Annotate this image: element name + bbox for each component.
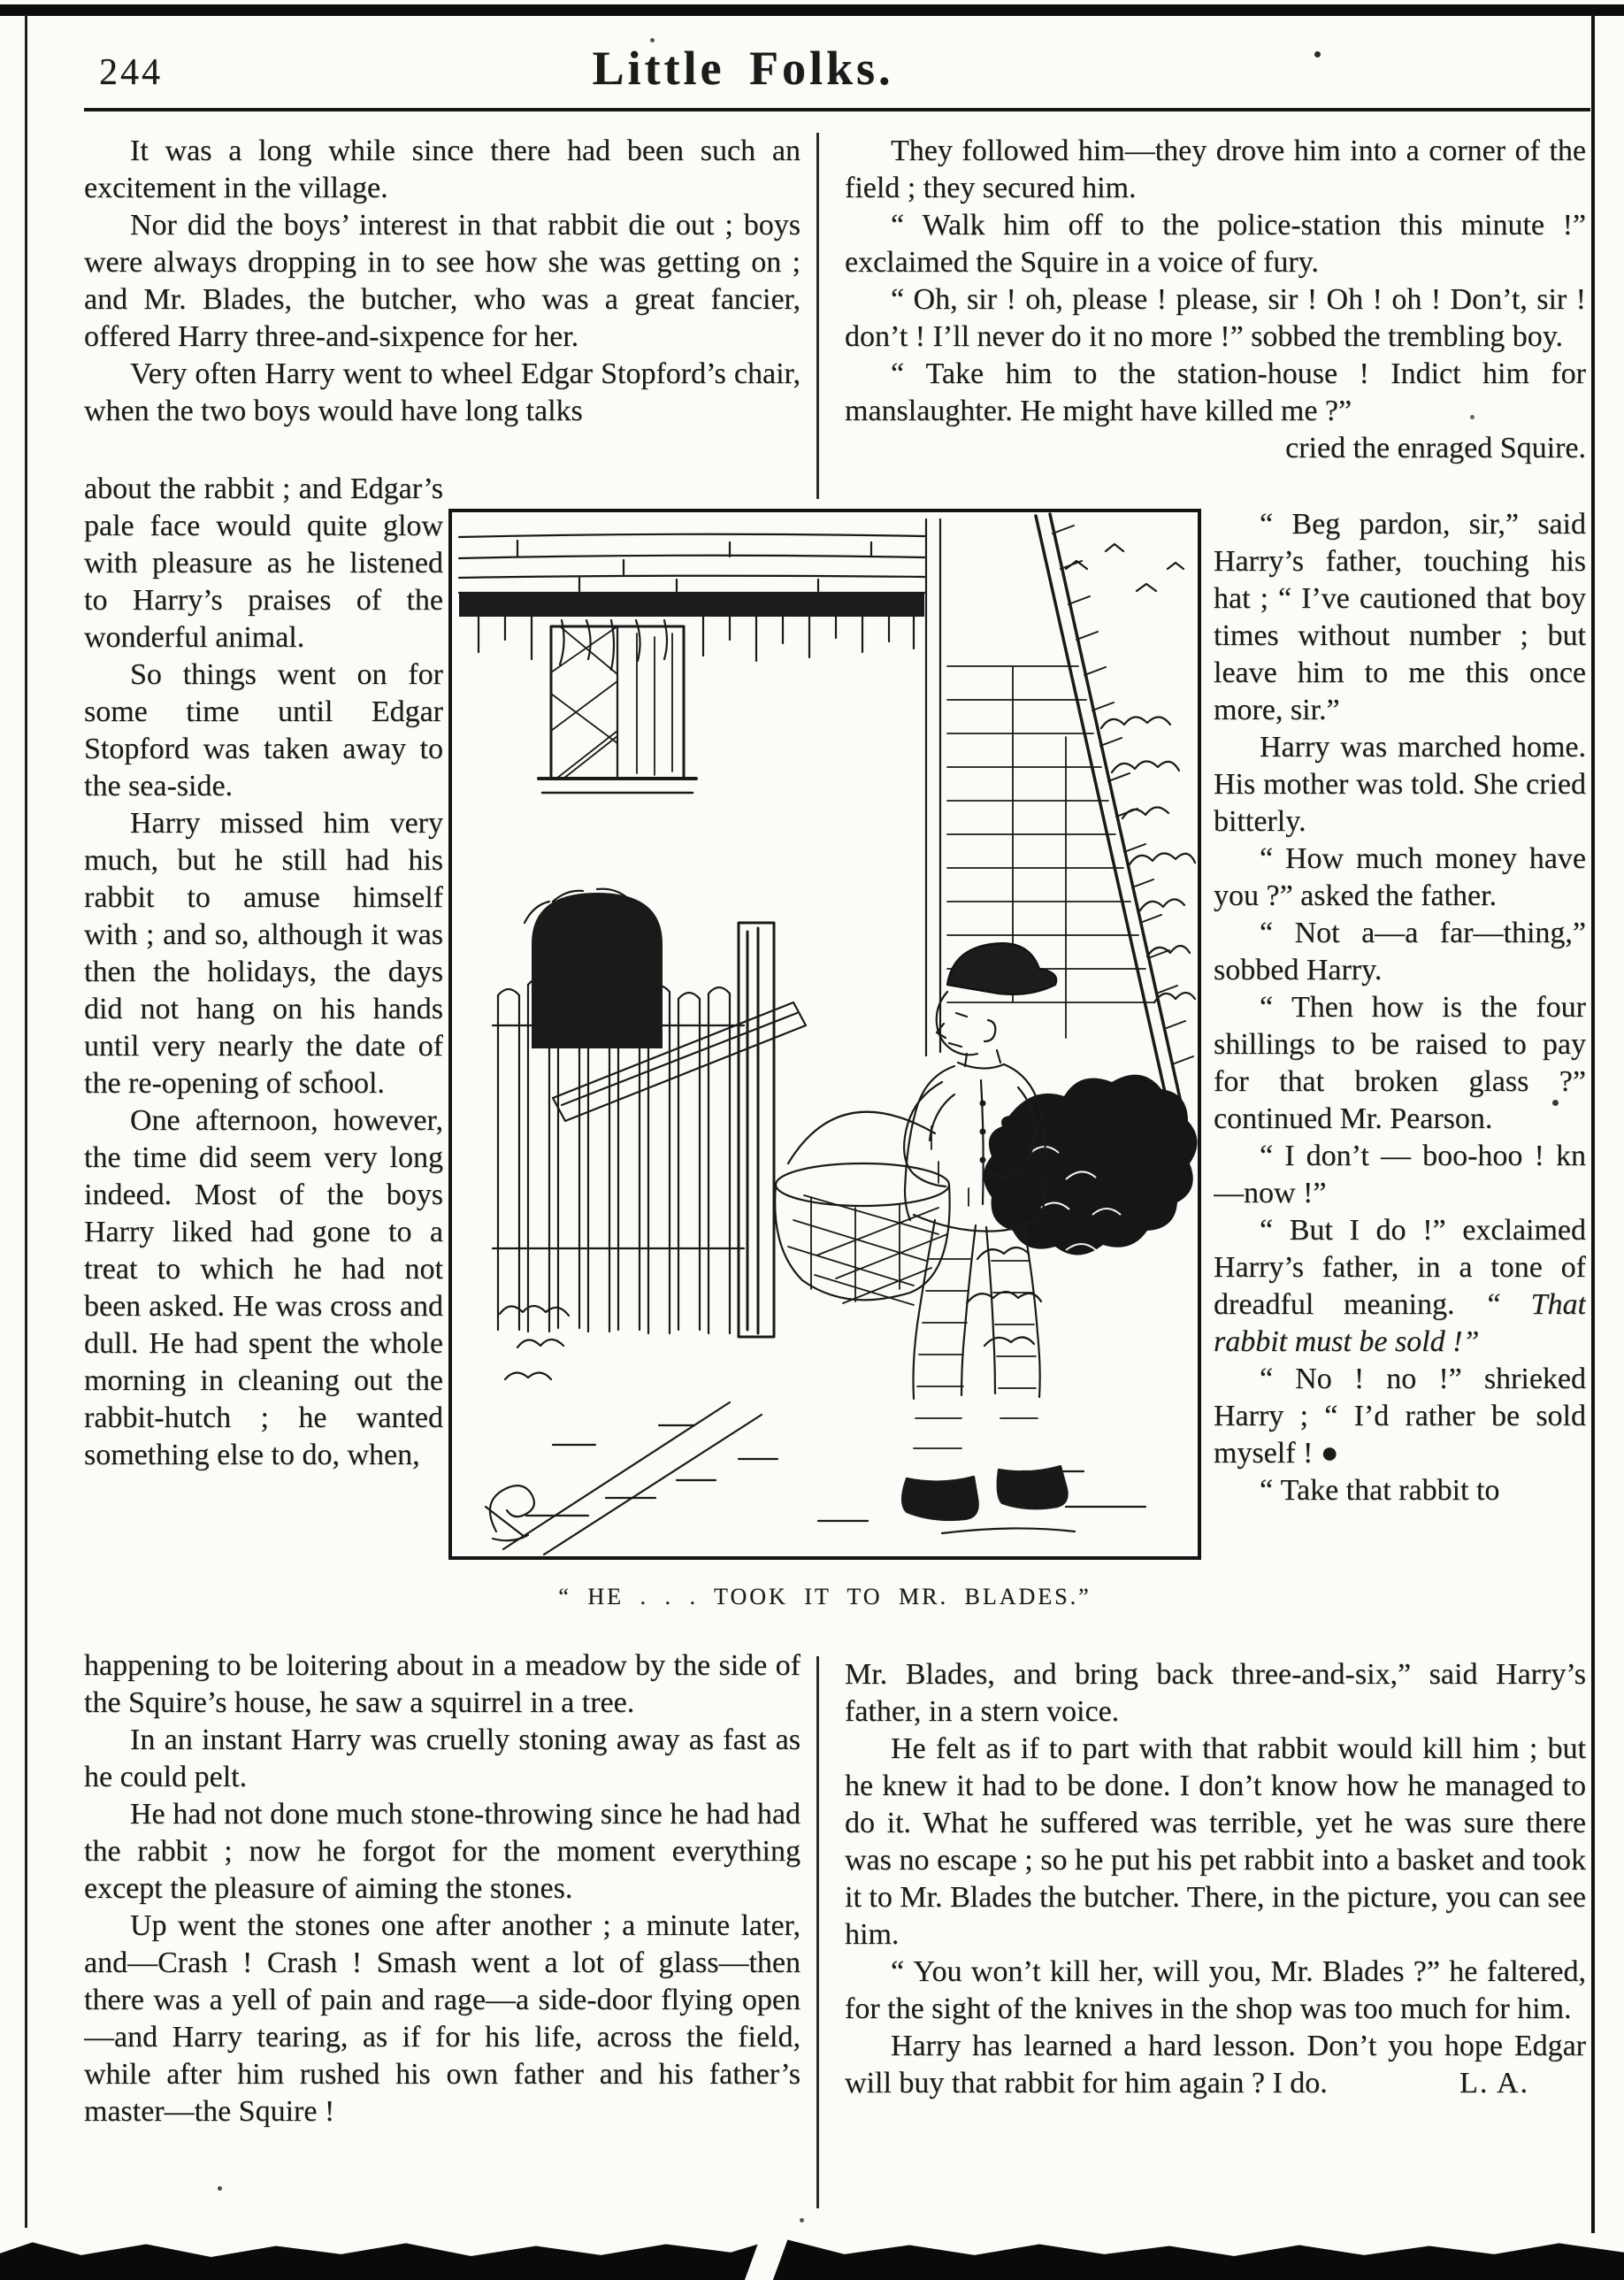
paragraph: happening to be loitering about in a meadow by the side of the Squire’s house, he saw a squirrel in a tree. <box>84 1649 801 1719</box>
page-title: Little Folks. <box>592 42 894 95</box>
page-number: 244 <box>99 52 163 93</box>
page-bottom-strip <box>0 2234 1624 2280</box>
paragraph: “ Take him to the station-house ! Indict him for manslaughter. He might have killed me ?” <box>845 357 1586 427</box>
artist-monogram-icon <box>486 1485 534 1540</box>
paragraph: “ Walk him off to the police-station this minute !” exclaimed the Squire in a voice of fury. <box>845 209 1586 279</box>
emphasized-text: “ That rabbit must be sold !” <box>1214 1288 1586 1358</box>
page-left-edge <box>25 14 27 2228</box>
paragraph: “ Take that rabbit to <box>1260 1474 1500 1507</box>
cottage-wall <box>459 534 924 593</box>
paragraph: Harry missed him very much, but he still had his rabbit to amuse himself with ; and so, although it was then the holidays, the days did not hang on his hands until very nearly the date of the re-opening of school. <box>84 807 443 1100</box>
header-rule <box>84 108 1590 111</box>
paragraph: It was a long while since there had been such an excitement in the village. <box>84 134 801 204</box>
paragraph: “ You won’t kill her, will you, Mr. Blades ?” he faltered, for the sight of the knives in the shop was too much for him. <box>845 1955 1586 2025</box>
left-column-narrow <box>84 471 443 1647</box>
paragraph: Nor did the boys’ interest in that rabbit die out ; boys were always dropping in to see how she was getting on ; and Mr. Blades, the butcher, who was a great fancier, offered Harry three-and-sixpence for her. <box>84 209 801 353</box>
paragraph: “ I don’t — boo-hoo ! kn—now !” <box>1214 1140 1586 1209</box>
boot-icon <box>998 1466 1068 1508</box>
paragraph-text: “ But I do !” exclaimed Harry’s father, in a tone of dreadful meaning. <box>1214 1214 1586 1321</box>
paragraph: “ Oh, sir ! oh, please ! please, sir ! Oh ! oh ! Don’t, sir ! don’t ! I’ll never do it no more !” sobbed the trembling boy. <box>845 283 1586 353</box>
paragraph-with-emphasis <box>1214 1212 1586 1361</box>
paragraph: Harry was marched home. His mother was told. She cried bitterly. <box>1214 731 1586 838</box>
closing-paragraph <box>845 2028 1586 2102</box>
boot-icon <box>902 1477 978 1520</box>
story-illustration <box>447 507 1203 1562</box>
attribution-line: cried the enraged Squire. <box>1285 432 1586 464</box>
paragraph: He felt as if to part with that rabbit would kill him ; but he knew it had to be done. I don’t know how he managed to do it. What he suffered was terrible, yet he was sure there was no escape ; so he put his pet rabbit into a basket and took it to Mr. Blades the butcher. There, in the picture, you can see him. <box>845 1732 1586 1951</box>
paragraph: “ No ! no !” shrieked Harry ; “ I’d rather be sold myself ! ● <box>1214 1363 1586 1470</box>
column-divider-top <box>816 133 819 499</box>
paragraph: “ How much money have you ?” asked the father. <box>1214 842 1586 912</box>
paragraph: “ Not a—a far—thing,” sobbed Harry. <box>1214 917 1586 986</box>
paragraph: In an instant Harry was cruelly stoning away as fast as he could pelt. <box>84 1723 801 1793</box>
paragraph: They followed him—they drove him into a corner of the field ; they secured him. <box>845 134 1586 204</box>
left-column-top <box>84 133 801 469</box>
page-right-edge <box>1591 14 1595 2233</box>
cap-icon <box>947 943 1056 994</box>
right-column-bottom <box>845 1656 1586 2214</box>
column-divider-bottom <box>816 1656 819 2208</box>
right-column-narrow <box>1214 506 1586 1656</box>
right-column-top <box>845 133 1586 504</box>
paragraph: Up went the stones one after another ; a minute later, and—Crash ! Crash ! Smash went a lot of glass—then there was a yell of pain and rage—a side-door flying open—and Harry tearing, as if for his life, across the field, while after him rushed his own father and his father’s master—the Squire ! <box>84 1909 801 2128</box>
paragraph: Mr. Blades, and bring back three-and-six,” said Harry’s father, in a stern voice. <box>845 1658 1586 1728</box>
paragraph: about the rabbit ; and Edgar’s pale face would quite glow with pleasure as he listened to Harry’s praises of the wonderful animal. <box>84 472 443 654</box>
paragraph: “ Then how is the four shillings to be raised to pay for that broken glass ?” continued Mr. Pearson. <box>1214 991 1586 1135</box>
paragraph-text: Harry has learned a hard lesson. Don’t you hope Edgar will buy that rabbit for him again ? I do. <box>845 2030 1586 2100</box>
basket <box>775 1112 950 1305</box>
paragraph: He had not done much stone-throwing since he had had the rabbit ; now he forgot for the moment everything except the pleasure of aiming the stones. <box>84 1798 801 1905</box>
paragraph: Very often Harry went to wheel Edgar Stopford’s chair, when the two boys would have long talks <box>84 357 801 427</box>
cottage-roof <box>1036 514 1193 1148</box>
paragraph: “ Beg pardon, sir,” said Harry’s father, touching his hat ; “ I’ve cautioned that boy times without number ; but leave him to me this once more, sir.” <box>1214 508 1586 726</box>
birds-icon <box>1066 544 1184 591</box>
author-signature: L. A. <box>1459 2067 1529 2100</box>
page-top-edge <box>0 4 1624 16</box>
illustration-caption: “ HE . . . TOOK IT TO MR. BLADES.” <box>558 1584 1092 1609</box>
cottage-eave <box>459 594 924 670</box>
ink-specks <box>0 0 3 3</box>
paragraph: So things went on for some time until Edgar Stopford was taken away to the sea-side. <box>84 658 443 802</box>
left-column-bottom <box>84 1647 801 2201</box>
paragraph: One afternoon, however, the time did seem very long indeed. Most of the boys Harry liked had gone to a treat to which he had not been asked. He was cross and dull. He had spent the whole morning in cleaning out the rabbit-hutch ; he wanted something else to do, when, <box>84 1104 443 1471</box>
